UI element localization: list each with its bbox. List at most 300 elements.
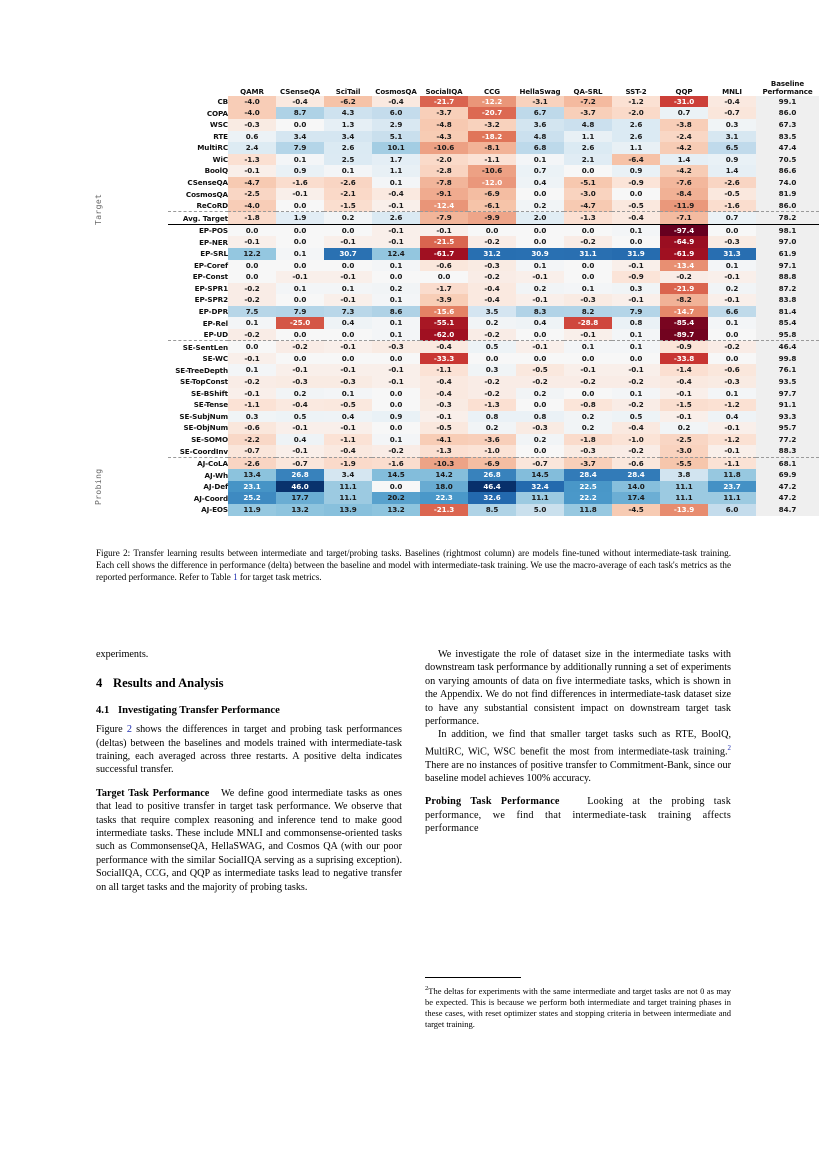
heatmap-cell: 0.0 [516, 188, 564, 200]
heatmap-row [168, 96, 819, 108]
heatmap-cell: 6.0 [372, 107, 420, 119]
heatmap-cell: -0.4 [372, 188, 420, 200]
heatmap-cell: 28.4 [612, 469, 660, 481]
baseline-value: 86.0 [756, 200, 819, 212]
heatmap-row [168, 364, 819, 376]
paragraph-continuation: experiments. [96, 649, 149, 660]
caption-text: Figure 2: Transfer learning results between intermediate and target/probing tasks. Baselines (rightmost column) are models fine-tuned without intermediate-task training. Each cell shows the difference in performance (delta) between the baseline and model with intermediate-task training. We use the macro-average of each task's metrics as the reported performance. Refer to Table [96, 548, 731, 582]
heatmap-cell: -3.7 [564, 457, 612, 469]
heatmap-cell: 3.5 [468, 306, 516, 318]
heatmap-cell: -2.5 [660, 434, 708, 446]
heatmap-cell: -0.4 [276, 96, 324, 108]
heatmap-cell: 13.4 [228, 469, 276, 481]
heatmap-cell: -0.1 [324, 364, 372, 376]
figure-2-link[interactable]: 2 [126, 724, 132, 736]
para1-part-b: shows the differences in target and probing task performances (deltas) between the baselines and models trained with intermediate-task training, each averaged across three restarts. A positive delta indicates successful transfer. [96, 724, 402, 776]
baseline-value: 88.8 [756, 271, 819, 283]
heatmap-cell: -6.9 [468, 188, 516, 200]
heatmap-cell: 2.6 [324, 142, 372, 154]
heatmap-row [168, 306, 819, 318]
heatmap-cell: 0.0 [276, 260, 324, 272]
heatmap-cell: -0.3 [564, 445, 612, 457]
heatmap-cell: 0.2 [564, 411, 612, 423]
heatmap-cell: -0.3 [708, 236, 756, 248]
heatmap-cell: 0.1 [564, 341, 612, 353]
heatmap-cell: -4.2 [660, 165, 708, 177]
heatmap-cell: 8.2 [564, 306, 612, 318]
column-header-qqp: QQP [675, 86, 693, 96]
heatmap-cell: 0.2 [564, 422, 612, 434]
paragraph-gap-right [425, 785, 731, 795]
heatmap-cell: 2.4 [228, 142, 276, 154]
row-label-cb: CB [217, 97, 228, 107]
heatmap-cell: -9.9 [468, 212, 516, 225]
heatmap-cell: -2.4 [660, 131, 708, 143]
row-label-aj-cola: AJ-CoLA [197, 459, 228, 469]
heatmap-cell: -0.1 [276, 271, 324, 283]
heatmap-cell: -1.8 [564, 434, 612, 446]
heatmap-cell: -0.3 [372, 341, 420, 353]
baseline-value: 99.1 [756, 96, 819, 108]
heatmap-cell: 11.1 [324, 481, 372, 493]
paragraph-target-task-performance [96, 787, 402, 894]
heatmap-cell: -1.7 [420, 283, 468, 295]
heatmap-cell: 11.1 [660, 492, 708, 504]
heatmap-cell: -0.7 [228, 445, 276, 457]
heatmap-cell: -7.8 [420, 177, 468, 189]
heatmap-cell: -0.2 [612, 445, 660, 457]
heatmap-row [168, 165, 819, 177]
heatmap-cell: -0.1 [324, 236, 372, 248]
heatmap-cell: -61.9 [660, 248, 708, 260]
heatmap-cell: 0.0 [228, 271, 276, 283]
heatmap-cell: -0.7 [276, 457, 324, 469]
heatmap-cell: -0.1 [708, 271, 756, 283]
column-header-scitail: SciTail [335, 86, 361, 96]
heatmap-cell: 0.0 [564, 224, 612, 236]
heatmap-row [168, 224, 819, 236]
heatmap-cell: -0.4 [708, 96, 756, 108]
row-label-ep-srl: EP-SRL [200, 249, 228, 259]
paragraph-gap [96, 777, 402, 787]
heatmap-cell: 5.0 [516, 504, 564, 516]
heatmap-cell: 1.1 [564, 131, 612, 143]
heatmap-cell: -33.8 [660, 353, 708, 365]
heatmap-cell: -15.6 [420, 306, 468, 318]
heatmap-cell: -0.5 [420, 422, 468, 434]
row-label-ep-coref: EP-Coref [194, 260, 228, 270]
heatmap-cell: -0.1 [324, 271, 372, 283]
heatmap-cell: -1.1 [468, 154, 516, 166]
baseline-value: 97.7 [756, 388, 819, 400]
heatmap-cell: 0.0 [372, 481, 420, 493]
baseline-value: 85.4 [756, 317, 819, 329]
heatmap-cell: -0.2 [468, 376, 516, 388]
heatmap-cell: -8.1 [468, 142, 516, 154]
para2-text: We define good intermediate tasks as ones that lead to positive transfer in target task performance. We observe that tasks that require complex reasoning and inference tend to make good intermediate tasks. These include MNLI and commonsense-oriented tasks such as CommonsenseQA, HellaSWAG, and Cosmos QA (with our poor performance with the similar SocialIQA serving as a suprising exception). SocialIQA, CCG, and QQP as intermediate tasks lead to negative transfer on all target tasks and the majority of probing tasks. [96, 787, 403, 893]
heatmap-cell: 0.0 [564, 353, 612, 365]
heatmap-cell: -0.1 [276, 445, 324, 457]
heatmap-cell: -0.6 [228, 422, 276, 434]
heatmap-cell: 0.4 [324, 411, 372, 423]
heatmap-cell: 0.1 [276, 154, 324, 166]
heatmap-cell: 0.3 [708, 119, 756, 131]
heatmap-cell: 0.6 [228, 131, 276, 143]
heatmap-cell: 0.0 [372, 388, 420, 400]
heatmap-row [168, 142, 819, 154]
heatmap-cell: 0.1 [516, 260, 564, 272]
column-header-cosmosqa: CosmosQA [375, 86, 417, 96]
heatmap-cell: 0.3 [228, 411, 276, 423]
runin-heading-target-task: Target Task Performance [96, 787, 210, 799]
heatmap-cell: 1.1 [612, 142, 660, 154]
heatmap-cell: 0.4 [276, 434, 324, 446]
heatmap-cell: 6.8 [516, 142, 564, 154]
heatmap-cell: 0.1 [372, 260, 420, 272]
heatmap-cell: 0.0 [468, 353, 516, 365]
heatmap-row [168, 457, 819, 469]
heatmap-cell: 0.5 [468, 341, 516, 353]
heatmap-cell: 11.8 [708, 469, 756, 481]
heatmap-cell: -1.6 [276, 177, 324, 189]
heatmap-cell: 0.2 [516, 283, 564, 295]
heatmap-cell: 0.0 [564, 165, 612, 177]
heatmap-cell: -0.2 [612, 376, 660, 388]
baseline-value: 81.4 [756, 306, 819, 318]
heatmap-cell: 3.8 [660, 469, 708, 481]
row-label-ep-spr1: EP-SPR1 [194, 283, 228, 293]
heatmap-cell: 0.0 [276, 200, 324, 212]
heatmap-cell: -6.4 [612, 154, 660, 166]
heatmap-cell: -0.9 [612, 177, 660, 189]
heatmap-cell: -0.1 [708, 294, 756, 306]
section-number: 4 [96, 676, 103, 691]
heatmap-cell: 2.1 [564, 154, 612, 166]
heatmap-cell: -0.1 [372, 200, 420, 212]
para1-part-a: Figure [96, 724, 127, 736]
heatmap-cell: 0.1 [372, 317, 420, 329]
heatmap-cell: -8.2 [660, 294, 708, 306]
heatmap-cell: -1.5 [660, 399, 708, 411]
row-label-se-tense: SE-Tense [193, 400, 228, 410]
heatmap-cell: 0.8 [468, 411, 516, 423]
heatmap-cell: -10.6 [468, 165, 516, 177]
heatmap-cell: 14.2 [420, 469, 468, 481]
heatmap-cell: -0.1 [564, 329, 612, 341]
heatmap-cell: -2.6 [708, 177, 756, 189]
heatmap-cell: -2.6 [228, 457, 276, 469]
subsection-number: 4.1 [96, 704, 110, 716]
heatmap-cell: -12.2 [468, 96, 516, 108]
heatmap-cell: 0.0 [372, 399, 420, 411]
heatmap-cell: 2.6 [612, 119, 660, 131]
heatmap-cell: -0.2 [468, 388, 516, 400]
heatmap-cell: 0.1 [372, 177, 420, 189]
baseline-value: 97.0 [756, 236, 819, 248]
heatmap-cell: 0.3 [468, 364, 516, 376]
heatmap-cell: 11.9 [228, 504, 276, 516]
heatmap-cell: -4.7 [228, 177, 276, 189]
heatmap-cell: 0.2 [516, 434, 564, 446]
heatmap-cell: -1.2 [708, 399, 756, 411]
heatmap-cell: -1.8 [228, 212, 276, 225]
heatmap-cell: 28.4 [564, 469, 612, 481]
heatmap-cell: -9.1 [420, 188, 468, 200]
heatmap-cell: -0.9 [612, 271, 660, 283]
heatmap-cell: 0.0 [276, 329, 324, 341]
heatmap-cell: -2.0 [612, 107, 660, 119]
row-label-aj-wh: AJ-Wh [204, 470, 228, 480]
heatmap-row [168, 200, 819, 212]
paragraph-smaller-tasks [425, 728, 731, 785]
heatmap-cell: 0.0 [564, 271, 612, 283]
heatmap-cell: -21.3 [420, 504, 468, 516]
baseline-value: 99.8 [756, 353, 819, 365]
heatmap-row [168, 212, 819, 225]
heatmap-cell: -0.4 [420, 341, 468, 353]
heatmap-cell: 0.0 [516, 236, 564, 248]
heatmap-cell: -1.0 [468, 445, 516, 457]
heatmap-cell: -18.2 [468, 131, 516, 143]
heatmap-cell: -0.1 [612, 294, 660, 306]
heatmap-cell: -0.1 [324, 294, 372, 306]
baseline-value: 95.8 [756, 329, 819, 341]
heatmap-cell: -1.3 [228, 154, 276, 166]
heatmap-cell: 0.4 [516, 317, 564, 329]
heatmap-cell: 0.0 [516, 224, 564, 236]
heatmap-cell: -55.1 [420, 317, 468, 329]
heatmap-cell: -7.6 [660, 177, 708, 189]
para3-text: Looking at the probing task performance, we find that intermediate-task training affects performance [425, 796, 732, 835]
heatmap-cell: -0.3 [228, 119, 276, 131]
heatmap-cell: 8.6 [372, 306, 420, 318]
heatmap-cell: 0.3 [612, 283, 660, 295]
heatmap-cell: -0.8 [564, 399, 612, 411]
row-label-ep-ner: EP-NER [199, 237, 228, 247]
heatmap-cell: 0.0 [228, 260, 276, 272]
heatmap-cell: 0.0 [324, 329, 372, 341]
row-label-avg-target: Avg. Target [168, 212, 228, 225]
heatmap-cell: -1.2 [708, 434, 756, 446]
heatmap-cell: 0.2 [372, 283, 420, 295]
row-label-ep-pos: EP-POS [199, 226, 228, 236]
baseline-value: 67.3 [756, 119, 819, 131]
row-label-ep-dpr: EP-DPR [198, 306, 228, 316]
heatmap-cell: 6.6 [708, 306, 756, 318]
heatmap-row [168, 411, 819, 423]
body-column-left [96, 648, 402, 894]
heatmap-cell: 0.0 [228, 341, 276, 353]
heatmap-cell: 0.2 [468, 422, 516, 434]
transfer-heatmap-table [168, 80, 819, 516]
heatmap-cell: 7.9 [276, 142, 324, 154]
heatmap-row [168, 481, 819, 493]
baseline-value: 70.5 [756, 154, 819, 166]
heatmap-cell: 8.3 [516, 306, 564, 318]
heatmap-cell: 0.0 [324, 224, 372, 236]
heatmap-cell: 0.1 [372, 294, 420, 306]
heatmap-cell: -0.1 [516, 271, 564, 283]
heatmap-cell: 4.3 [324, 107, 372, 119]
heatmap-cell: -0.1 [276, 188, 324, 200]
heatmap-cell: -0.2 [468, 271, 516, 283]
runin-heading-probing-task: Probing Task Performance [425, 796, 560, 808]
heatmap-cell: -0.2 [468, 236, 516, 248]
footnote-reference[interactable]: 2 [727, 743, 731, 752]
heatmap-cell: -0.1 [564, 364, 612, 376]
heatmap-cell: -0.1 [420, 411, 468, 423]
column-header-mnli: MNLI [722, 86, 742, 96]
heatmap-row [168, 388, 819, 400]
caption-tail: for target task metrics. [237, 572, 322, 582]
heatmap-cell: 1.7 [372, 154, 420, 166]
heatmap-cell: 2.6 [564, 142, 612, 154]
heatmap-cell: -1.1 [420, 364, 468, 376]
heatmap-cell: -1.3 [564, 212, 612, 225]
heatmap-cell: 0.1 [276, 248, 324, 260]
heatmap-cell: -0.2 [372, 445, 420, 457]
heatmap-cell: 3.4 [324, 131, 372, 143]
heatmap-cell: 4.8 [516, 131, 564, 143]
heatmap-cell: -2.2 [228, 434, 276, 446]
heatmap-cell: 0.2 [516, 388, 564, 400]
row-label-rte: RTE [213, 131, 228, 141]
heatmap-cell: 0.0 [276, 236, 324, 248]
row-label-ep-ud: EP-UD [168, 329, 228, 341]
row-label-se-coordinv: SE-CoordInv [168, 445, 228, 457]
heatmap-cell: 0.2 [516, 200, 564, 212]
heatmap-cell: 0.0 [708, 329, 756, 341]
heatmap-cell: 0.1 [372, 329, 420, 341]
heatmap-row [168, 434, 819, 446]
heatmap-cell: -1.3 [468, 399, 516, 411]
baseline-value: 95.7 [756, 422, 819, 434]
heatmap-cell: 0.1 [324, 165, 372, 177]
heatmap-cell: -0.4 [420, 388, 468, 400]
heatmap-cell: 0.4 [516, 177, 564, 189]
row-label-multirc: MultiRC [197, 143, 228, 153]
para2-part-b: There are no instances of positive transfer to Commitment-Bank, since our baseline model achieves 100% accuracy. [425, 759, 731, 785]
heatmap-cell: 1.9 [276, 212, 324, 225]
row-label-boolq: BoolQ [204, 166, 228, 176]
heatmap-cell: 0.1 [372, 434, 420, 446]
heatmap-cell: 0.0 [516, 445, 564, 457]
heatmap-cell: 30.7 [324, 248, 372, 260]
heatmap-cell: -0.2 [228, 376, 276, 388]
heatmap-cell: 13.2 [372, 504, 420, 516]
baseline-value: 93.5 [756, 376, 819, 388]
heatmap-cell: -0.3 [516, 422, 564, 434]
heatmap-cell: 22.3 [420, 492, 468, 504]
heatmap-cell: -4.0 [228, 96, 276, 108]
heatmap-cell: 0.0 [372, 353, 420, 365]
heatmap-cell: 0.5 [612, 411, 660, 423]
heatmap-row [168, 131, 819, 143]
heatmap-cell: -5.1 [564, 177, 612, 189]
heatmap-row [168, 353, 819, 365]
heatmap-cell: 3.4 [276, 131, 324, 143]
heatmap-cell: -0.3 [708, 376, 756, 388]
heatmap-cell: 23.7 [708, 481, 756, 493]
heatmap-cell: 0.7 [516, 165, 564, 177]
heatmap-cell: 11.1 [324, 492, 372, 504]
baseline-value: 93.3 [756, 411, 819, 423]
heatmap-cell: 1.1 [372, 165, 420, 177]
caption-table-link[interactable]: 1 [233, 572, 238, 582]
heatmap-row [168, 283, 819, 295]
heatmap-cell: -4.3 [420, 131, 468, 143]
heatmap-cell: 6.7 [516, 107, 564, 119]
heatmap-cell: 22.2 [564, 492, 612, 504]
heatmap-cell: 0.4 [708, 411, 756, 423]
heatmap-cell: 3.1 [708, 131, 756, 143]
heatmap-cell: 0.7 [708, 212, 756, 225]
heatmap-cell: -0.1 [324, 422, 372, 434]
heatmap-cell: -0.1 [612, 364, 660, 376]
heatmap-cell: -1.2 [612, 96, 660, 108]
column-header-csenseqa: CSenseQA [279, 86, 321, 96]
heatmap-cell: 0.9 [708, 154, 756, 166]
column-header-sst-2: SST-2 [625, 86, 647, 96]
heatmap-cell: -33.3 [420, 353, 468, 365]
heatmap-cell: -0.4 [612, 212, 660, 225]
heatmap-cell: -14.7 [660, 306, 708, 318]
heatmap-cell: -0.4 [420, 376, 468, 388]
heatmap-cell: 2.5 [324, 154, 372, 166]
heatmap-cell: -1.6 [372, 457, 420, 469]
heatmap-cell: 0.0 [468, 224, 516, 236]
heatmap-cell: 0.0 [516, 399, 564, 411]
heatmap-cell: -0.2 [564, 236, 612, 248]
heatmap-cell: 26.8 [276, 469, 324, 481]
row-label-wic: WiC [212, 154, 228, 164]
heatmap-cell: -3.0 [564, 188, 612, 200]
baseline-value: 47.4 [756, 142, 819, 154]
heatmap-cell: -1.1 [324, 434, 372, 446]
heatmap-cell: -5.5 [660, 457, 708, 469]
heatmap-cell: -28.8 [564, 317, 612, 329]
heatmap-cell: -0.6 [612, 457, 660, 469]
heatmap-cell: 14.5 [372, 469, 420, 481]
heatmap-row [168, 154, 819, 166]
heatmap-cell: -0.4 [324, 445, 372, 457]
heatmap-cell: -0.2 [228, 283, 276, 295]
heatmap-cell: 0.1 [228, 317, 276, 329]
heatmap-cell: -0.1 [660, 388, 708, 400]
heatmap-cell: -4.2 [660, 142, 708, 154]
heatmap-cell: 0.1 [324, 283, 372, 295]
heatmap-cell: 0.1 [708, 260, 756, 272]
heatmap-cell: -0.2 [708, 341, 756, 353]
row-label-record: ReCoRD [168, 200, 228, 212]
heatmap-cell: -20.7 [468, 107, 516, 119]
heatmap-cell: 0.1 [276, 283, 324, 295]
heatmap-cell: 0.0 [228, 224, 276, 236]
heatmap-cell: -4.1 [420, 434, 468, 446]
heatmap-cell: -0.9 [660, 341, 708, 353]
baseline-value: 86.6 [756, 165, 819, 177]
baseline-value: 86.0 [756, 107, 819, 119]
column-header-socialiqa: SocialIQA [425, 86, 463, 96]
heatmap-cell: -97.4 [660, 224, 708, 236]
heatmap-row [168, 107, 819, 119]
heatmap-cell: 0.4 [324, 317, 372, 329]
row-label-se-wc: SE-WC [202, 354, 228, 364]
heatmap-cell: -1.5 [324, 200, 372, 212]
row-label-se-sentlen: SE-SentLen [182, 342, 228, 352]
heatmap-cell: 0.0 [276, 294, 324, 306]
heatmap-cell: 0.5 [276, 411, 324, 423]
